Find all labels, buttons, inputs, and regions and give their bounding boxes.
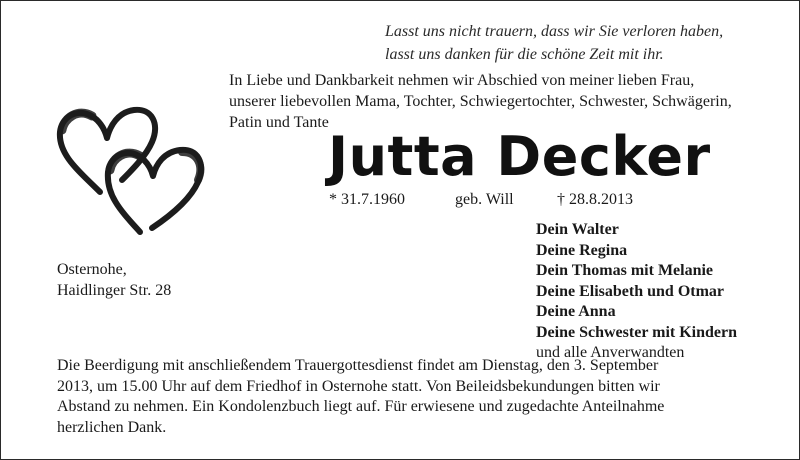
intro-line-1: In Liebe und Dankbarkeit nehmen wir Abschied von meiner lieben Frau, xyxy=(229,72,695,89)
mourner-item: Dein Thomas mit Melanie xyxy=(536,262,714,279)
deceased-name: Jutta Decker xyxy=(328,125,711,188)
intro-text xyxy=(229,70,789,133)
mourner-item: Deine Elisabeth und Otmar xyxy=(536,282,725,300)
intro-line-3: Patin und Tante xyxy=(229,114,329,131)
funeral-details xyxy=(57,356,747,438)
mourner-item: Deine Regina xyxy=(536,241,628,259)
death-date: † 28.8.2013 xyxy=(557,191,633,208)
two-hearts-icon xyxy=(52,100,212,240)
mourners-list xyxy=(536,220,737,364)
funeral-line-1: Die Beerdigung mit anschließendem Trauergottesdienst findet am Dienstag, den 3. September xyxy=(57,357,659,374)
mourner-item: Deine Anna xyxy=(536,303,616,320)
mourner-item: Deine Schwester mit Kindern xyxy=(536,323,738,341)
quote-line-2: lasst uns danken für die schöne Zeit mit ihr. xyxy=(385,46,664,63)
memorial-quote xyxy=(385,20,785,66)
front-heart-icon xyxy=(108,150,201,232)
address-block xyxy=(57,259,171,301)
funeral-line-4: herzlichen Dank. xyxy=(57,418,167,436)
funeral-line-3: Abstand zu nehmen. Ein Kondolenzbuch liegt auf. Für erwiesene und zugedachte Anteilnahme xyxy=(57,398,665,415)
birth-date: * 31.7.1960 xyxy=(329,191,405,208)
address-line-1: Osternohe, xyxy=(57,261,127,278)
funeral-line-2: 2013, um 15.00 Uhr auf dem Friedhof in Osternohe statt. Von Beileidsbekundungen bitten wir xyxy=(57,377,660,395)
quote-line-1: Lasst uns nicht trauern, dass wir Sie verloren haben, xyxy=(385,23,724,40)
maiden-name: geb. Will xyxy=(455,191,514,208)
mourner-item: und alle Anverwandten xyxy=(536,344,685,361)
mourner-item: Dein Walter xyxy=(536,221,619,238)
intro-line-2: unserer liebevollen Mama, Tochter, Schwiegertochter, Schwester, Schwägerin, xyxy=(229,93,732,110)
address-line-2: Haidlinger Str. 28 xyxy=(57,282,172,299)
